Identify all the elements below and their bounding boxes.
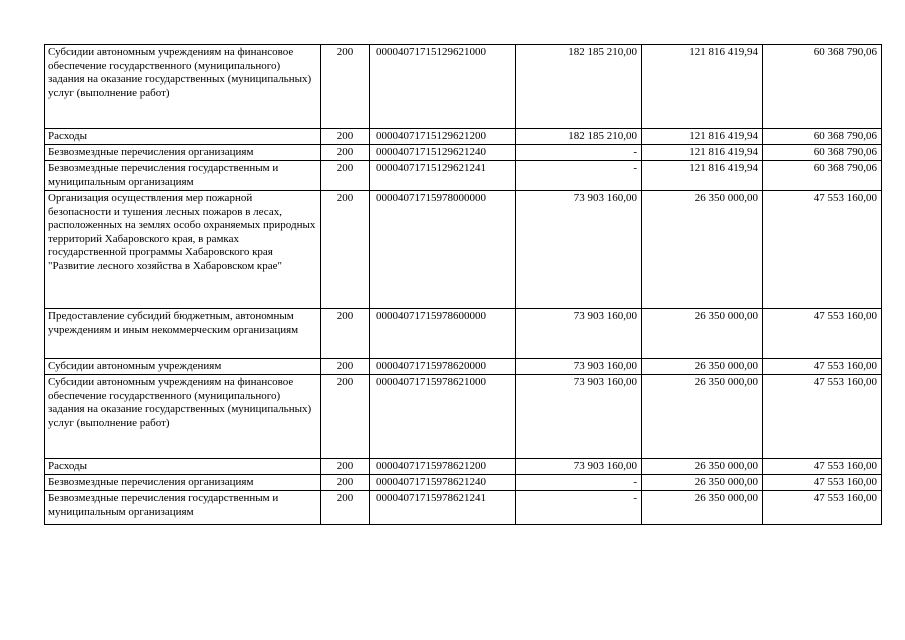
- row-name: Расходы: [45, 129, 321, 145]
- table-row: [45, 359, 882, 375]
- row-kbk: 00004071715129621241: [370, 161, 516, 191]
- row-approved: 73 903 160,00: [516, 309, 642, 359]
- row-code: 200: [321, 459, 370, 475]
- table-row: [45, 475, 882, 491]
- table-row: [45, 309, 882, 359]
- table-row: [45, 45, 882, 129]
- row-remaining: 47 553 160,00: [763, 191, 882, 309]
- row-approved: 73 903 160,00: [516, 375, 642, 459]
- row-approved: -: [516, 145, 642, 161]
- row-code: 200: [321, 161, 370, 191]
- table-body: [45, 45, 882, 525]
- row-executed: 121 816 419,94: [642, 45, 763, 129]
- row-code: 200: [321, 359, 370, 375]
- budget-execution-table: [44, 44, 882, 525]
- row-remaining: 60 368 790,06: [763, 45, 882, 129]
- row-remaining: 47 553 160,00: [763, 375, 882, 459]
- row-executed: 121 816 419,94: [642, 161, 763, 191]
- row-kbk: 00004071715978621240: [370, 475, 516, 491]
- row-executed: 121 816 419,94: [642, 129, 763, 145]
- row-executed: 26 350 000,00: [642, 359, 763, 375]
- row-approved: 73 903 160,00: [516, 459, 642, 475]
- row-remaining: 47 553 160,00: [763, 491, 882, 525]
- row-approved: 182 185 210,00: [516, 45, 642, 129]
- row-executed: 26 350 000,00: [642, 459, 763, 475]
- row-kbk: 00004071715978000000: [370, 191, 516, 309]
- row-remaining: 47 553 160,00: [763, 359, 882, 375]
- row-approved: -: [516, 475, 642, 491]
- row-executed: 26 350 000,00: [642, 191, 763, 309]
- row-remaining: 47 553 160,00: [763, 309, 882, 359]
- row-name: Субсидии автономным учреждениям: [45, 359, 321, 375]
- table-row: [45, 375, 882, 459]
- row-approved: 73 903 160,00: [516, 191, 642, 309]
- row-code: 200: [321, 145, 370, 161]
- table-row: [45, 459, 882, 475]
- row-kbk: 00004071715978620000: [370, 359, 516, 375]
- row-executed: 26 350 000,00: [642, 375, 763, 459]
- row-name: Расходы: [45, 459, 321, 475]
- row-remaining: 60 368 790,06: [763, 129, 882, 145]
- table-row: [45, 129, 882, 145]
- row-approved: -: [516, 161, 642, 191]
- row-approved: 73 903 160,00: [516, 359, 642, 375]
- row-name: Безвозмездные перечисления организациям: [45, 145, 321, 161]
- row-kbk: 00004071715978621200: [370, 459, 516, 475]
- row-executed: 26 350 000,00: [642, 309, 763, 359]
- row-name: Организация осуществления мер пожарной безопасности и тушения лесных пожаров в лесах, расположенных на землях особо охраняемых природных территорий Хабаровского края, в рамках государственной программы Хабаровского края "Развитие лесного хозяйства в Хабаровском крае": [45, 191, 321, 309]
- row-remaining: 60 368 790,06: [763, 161, 882, 191]
- row-kbk: 00004071715129621240: [370, 145, 516, 161]
- row-kbk: 00004071715978621000: [370, 375, 516, 459]
- row-executed: 121 816 419,94: [642, 145, 763, 161]
- row-kbk: 00004071715978600000: [370, 309, 516, 359]
- row-remaining: 47 553 160,00: [763, 475, 882, 491]
- row-name: Безвозмездные перечисления организациям: [45, 475, 321, 491]
- row-kbk: 00004071715129621000: [370, 45, 516, 129]
- row-approved: -: [516, 491, 642, 525]
- row-code: 200: [321, 129, 370, 145]
- row-name: Предоставление субсидий бюджетным, автономным учреждениям и иным некоммерческим организациям: [45, 309, 321, 359]
- row-remaining: 60 368 790,06: [763, 145, 882, 161]
- row-remaining: 47 553 160,00: [763, 459, 882, 475]
- row-kbk: 00004071715978621241: [370, 491, 516, 525]
- row-name: Безвозмездные перечисления государственным и муниципальным организациям: [45, 491, 321, 525]
- row-kbk: 00004071715129621200: [370, 129, 516, 145]
- table-row: [45, 145, 882, 161]
- row-executed: 26 350 000,00: [642, 491, 763, 525]
- row-name: Субсидии автономным учреждениям на финансовое обеспечение государственного (муниципального) задания на оказание государственных (муниципальных) услуг (выполнение работ): [45, 45, 321, 129]
- row-code: 200: [321, 191, 370, 309]
- row-code: 200: [321, 309, 370, 359]
- row-executed: 26 350 000,00: [642, 475, 763, 491]
- row-code: 200: [321, 375, 370, 459]
- table-row: [45, 491, 882, 525]
- table-row: [45, 161, 882, 191]
- row-name: Субсидии автономным учреждениям на финансовое обеспечение государственного (муниципального) задания на оказание государственных (муниципальных) услуг (выполнение работ): [45, 375, 321, 459]
- row-approved: 182 185 210,00: [516, 129, 642, 145]
- row-code: 200: [321, 45, 370, 129]
- row-code: 200: [321, 475, 370, 491]
- row-code: 200: [321, 491, 370, 525]
- table-row: [45, 191, 882, 309]
- row-name: Безвозмездные перечисления государственным и муниципальным организациям: [45, 161, 321, 191]
